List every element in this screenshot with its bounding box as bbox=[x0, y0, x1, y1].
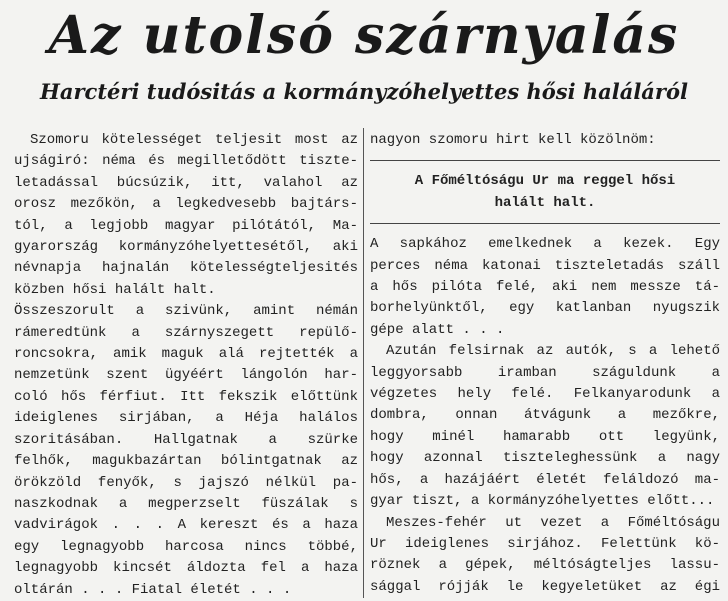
text-line: nagyon szomoru hirt kell közölnöm: bbox=[370, 132, 656, 148]
box-rule-bottom bbox=[370, 223, 720, 224]
text-line: dombra, onnan átvágunk a mezőkre, bbox=[370, 407, 720, 424]
text-line: leggyorsabb iramban száguldunk a bbox=[370, 364, 720, 381]
text-line: A sapkához emelkednek a kezek. Egy bbox=[370, 236, 720, 253]
article-headline: Az utolsó szárnyalás bbox=[48, 5, 680, 66]
text-line: szoritásában. Hallgatnak a szürke bbox=[14, 431, 358, 448]
text-line: tól, a legjobb magyar pilótától, Ma- bbox=[14, 217, 358, 234]
text-line: legnagyobb kincsét áldozta fel a haza bbox=[14, 560, 358, 577]
text-line: sággal rójják le kegyeletüket az égi bbox=[370, 578, 720, 595]
text-line: Szomoru kötelességet teljesit most az bbox=[30, 132, 358, 148]
text-line: közben hősi halált halt. bbox=[14, 281, 216, 298]
text-line: gyar tiszt, a kormányzóhelyettes előtt... bbox=[370, 493, 715, 510]
text-line: nemzetünk szent ügyéért lángolón har- bbox=[14, 367, 358, 384]
text-line: ideiglenes sirjában, a Héja halálos bbox=[14, 410, 358, 427]
text-line: Meszes-fehér ut vezet a Főméltóságu bbox=[386, 514, 720, 531]
text-line: perces néma katonai tiszteletadás száll bbox=[370, 257, 720, 274]
text-line: hős, a hazájáért életét feláldozó ma- bbox=[370, 471, 720, 488]
left-column bbox=[14, 130, 358, 601]
text-line: hogy azonnal tiszteleghessünk a nagy bbox=[370, 450, 720, 467]
text-line: rámeredtünk a szárnyszegett repülő- bbox=[14, 324, 358, 341]
text-line: ujságiró: néma és megilletődött tiszte- bbox=[14, 153, 358, 170]
column-divider bbox=[363, 128, 364, 598]
text-line: gyarország kormányzóhelyettesétől, aki bbox=[14, 239, 358, 256]
text-line: borhelyünktől, egy katlanban nyugszik bbox=[370, 300, 720, 317]
text-line: hogy minél hamarabb ott legyünk, bbox=[370, 428, 720, 445]
text-line: naszkodnak a megperzselt füszálak s bbox=[14, 495, 358, 512]
text-line: egy legnagyobb harcosa nincs többé, bbox=[14, 538, 358, 555]
text-line: Ur ideiglenes sirjához. Felettünk kö- bbox=[370, 535, 720, 552]
highlight-line: halált halt. bbox=[494, 194, 596, 211]
text-line: orosz mezőkön, a legkedvesebb bajtárs- bbox=[14, 196, 358, 213]
text-line: a hős pilóta felé, aki nem messze tá- bbox=[370, 279, 720, 296]
text-line: roncsokra, amik maguk alá rejtették a bbox=[14, 346, 358, 363]
text-line: Összeszorult a szivünk, amint némán bbox=[14, 303, 358, 320]
box-rule-top bbox=[370, 160, 720, 161]
text-line: röznek a gépek, méltóságteljes lassu- bbox=[370, 557, 720, 574]
text-line: örökzöld fenyők, s jajszó nélkül pa- bbox=[14, 474, 358, 491]
highlight-line: A Főméltóságu Ur ma reggel hősi bbox=[414, 173, 676, 190]
text-line: letadással búcsúzik, itt, valahol az bbox=[14, 174, 358, 191]
text-line: vadvirágok . . . A kereszt és a haza bbox=[14, 517, 358, 534]
text-line: felhők, magukbazártan bólintgatnak az bbox=[14, 453, 358, 470]
text-line: végzetes hely felé. Felkanyarodunk a bbox=[370, 386, 720, 403]
text-line: Azután felsirnak az autók, s a lehető bbox=[386, 343, 720, 360]
right-column bbox=[370, 130, 720, 598]
article-subheadline: Harctéri tudósitás a kormányzóhelyettes hősi haláláról bbox=[40, 79, 688, 104]
text-line: névnapja hajnalán kötelességteljesités bbox=[14, 260, 358, 277]
text-line: oltárán . . . Fiatal életét . . . bbox=[14, 581, 292, 598]
text-line: gépe alatt . . . bbox=[370, 321, 505, 338]
text-line: coló hős férfiut. Itt fekszik előttünk bbox=[14, 388, 358, 405]
